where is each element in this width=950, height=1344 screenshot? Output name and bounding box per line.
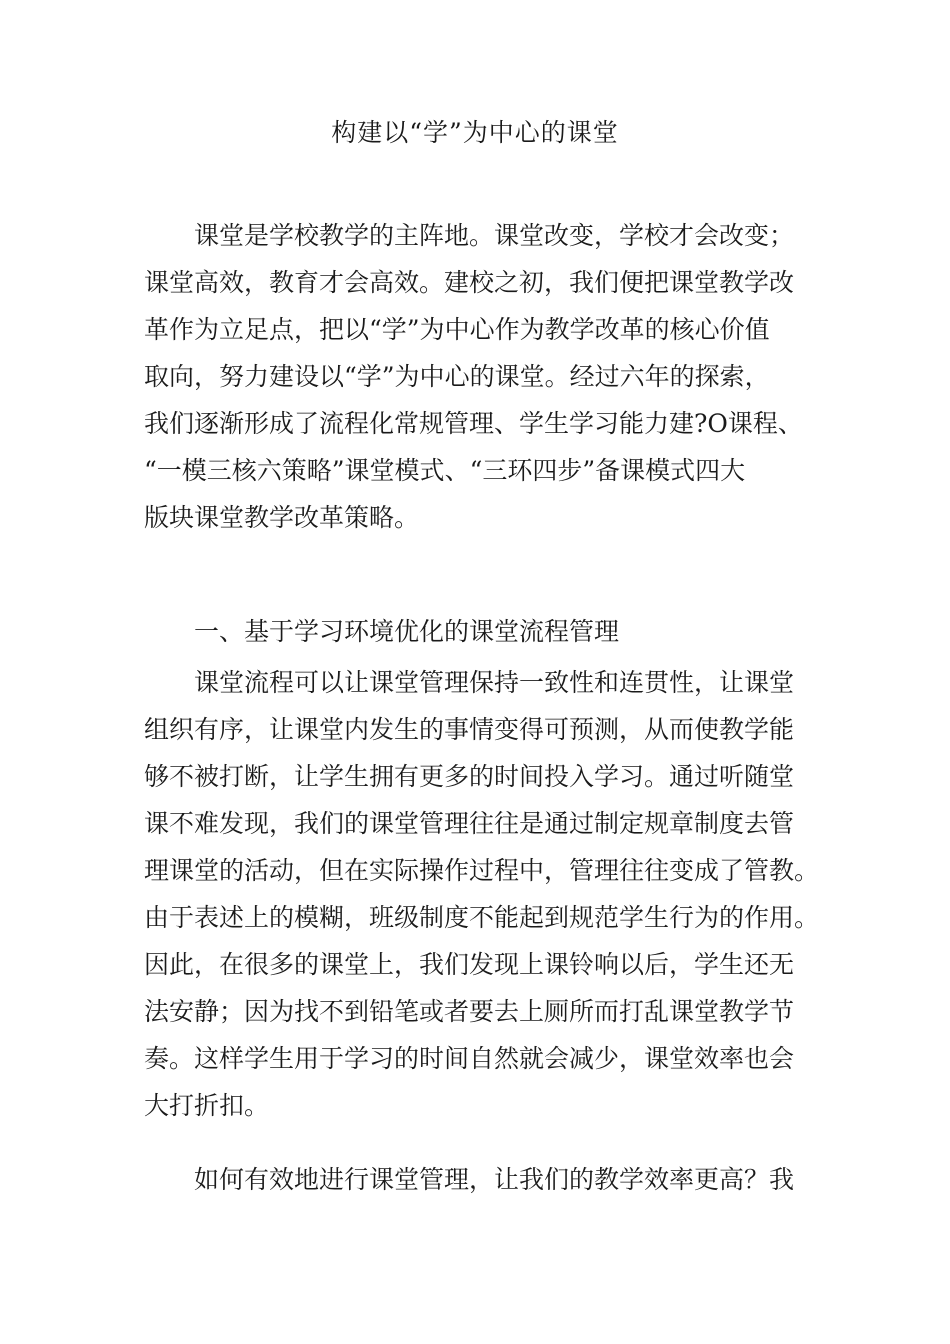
text-line: 课不难发现，我们的课堂管理往往是通过制定规章制度去管 — [144, 809, 795, 838]
text-line: 如何有效地进行课堂管理，让我们的教学效率更高？我 — [144, 1165, 795, 1194]
text-line: 取向，努力建设以“学”为中心的课堂。经过六年的探索， — [144, 362, 770, 391]
text-line: 我们逐渐形成了流程化常规管理、学生学习能力建?O课程、 — [144, 409, 803, 438]
text-line: “一模三核六策略”课堂模式、“三环四步”备课模式四大 — [144, 456, 746, 485]
text-line: 奏。这样学生用于学习的时间自然就会减少，课堂效率也会 — [144, 1044, 795, 1073]
text-line: 理课堂的活动，但在实际操作过程中，管理往往变成了管教。 — [144, 856, 820, 885]
paragraph-question — [144, 1156, 824, 1203]
text-line: 版块课堂教学改革策略。 — [144, 503, 420, 532]
text-line: 课堂流程可以让课堂管理保持一致性和连贯性，让课堂 — [144, 668, 795, 697]
paragraph-classroom-process — [144, 659, 824, 1129]
text-line: 课堂高效，教育才会高效。建校之初，我们便把课堂教学改 — [144, 268, 795, 297]
document-title: 构建以“学”为中心的课堂 — [331, 118, 619, 147]
text-line: 课堂是学校教学的主阵地。课堂改变，学校才会改变； — [144, 221, 795, 250]
text-line: 组织有序，让课堂内发生的事情变得可预测，从而使教学能 — [144, 715, 795, 744]
text-line: 由于表述上的模糊，班级制度不能起到规范学生行为的作用。 — [144, 903, 820, 932]
text-line: 法安静；因为找不到铅笔或者要去上厕所而打乱课堂教学节 — [144, 997, 795, 1026]
section-heading: 一、基于学习环境优化的课堂流程管理 — [194, 617, 620, 646]
text-line: 革作为立足点，把以“学”为中心作为教学改革的核心价值 — [144, 315, 770, 344]
text-line: 够不被打断，让学生拥有更多的时间投入学习。通过听随堂 — [144, 762, 795, 791]
paragraph-intro — [144, 212, 824, 541]
text-line: 大打折扣。 — [144, 1091, 270, 1120]
text-line: 因此，在很多的课堂上，我们发现上课铃响以后，学生还无 — [144, 950, 795, 979]
